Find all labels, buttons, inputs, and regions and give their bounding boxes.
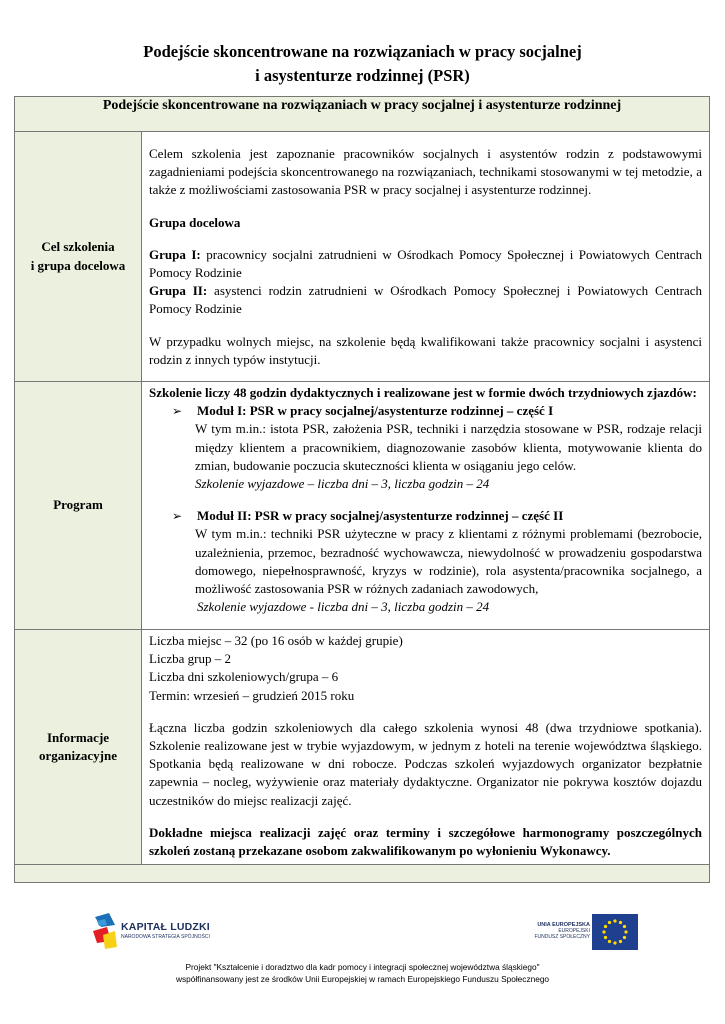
group1-text: pracownicy socjalni zatrudnieni w Ośrodkach Pomocy Społecznej i Powiatowych Centrach Pomocy Rodzinie: [149, 246, 703, 281]
module1-info: Szkolenie wyjazdowe – liczba dni – 3, liczba godzin – 24: [195, 476, 490, 492]
module2-title: Moduł II: PSR w pracy socjalnej/asystenturze rodzinnej – część II: [197, 508, 564, 524]
info-line2: Liczba grup – 2: [149, 651, 231, 667]
info-line1: Liczba miejsc – 32 (po 16 osób w każdej grupie): [149, 633, 403, 649]
label-program: Program: [15, 382, 142, 630]
eu-line3: FUNDUSZ SPOŁECZNY: [534, 934, 590, 941]
group2-text: asystenci rodzin zatrudnieni w Ośrodkach Pomocy Społecznej i Powiatowych Centrach Pomocy Rodzinie: [149, 283, 702, 317]
info-line4: Termin: wrzesień – grudzień 2015 roku: [149, 687, 355, 703]
group1-label: Grupa I:: [149, 246, 201, 262]
module2-info: Szkolenie wyjazdowe - liczba dni – 3, liczba godzin – 24: [197, 599, 490, 615]
module2-title-row: [149, 507, 702, 525]
kapital-ludzki-logo: [91, 911, 221, 951]
label-cel: [15, 132, 142, 382]
document-title: [0, 40, 725, 88]
module1-title: Moduł I: PSR w pracy socjalnej/asystenturze rodzinnej – część I: [197, 403, 554, 419]
kapital-ludzki-name: KAPITAŁ LUDZKI: [121, 921, 210, 933]
info-paragraph: Łączna liczba godzin szkoleniowych dla całego szkolenia wynosi 48 (dwa trzydniowe spotkania). Szkolenie realizowane jest w trybie wyjazdowym, w jednym z hoteli na terenie województwa śląskiego. Spotkania będą realizowane w dni robocze. Podczas szkoleń wyjazdowych organizator bezpłatnie zapewnia – nocleg, wyżywienie oraz materiały dydaktyczne. Organizator nie pokrywa kosztów dojazdu uczestników do miejsc realizacji zajęć.: [149, 719, 702, 808]
program-content: [142, 382, 710, 630]
row-info: [15, 630, 710, 865]
label-cel-line1: Cel szkolenia: [41, 239, 115, 255]
cel-content: [142, 132, 710, 382]
group2: [149, 282, 702, 318]
module1-title-row: [149, 402, 702, 420]
training-table: [14, 96, 710, 883]
eu-line1: UNIA EUROPEJSKA: [537, 922, 590, 928]
project-footer: [0, 962, 725, 985]
group-heading: Grupa docelowa: [149, 214, 241, 230]
kapital-ludzki-emblem-icon: [91, 911, 119, 951]
kapital-ludzki-subtitle: NARODOWA STRATEGIA SPÓJNOŚCI: [121, 934, 210, 940]
title-line-1: Podejście skoncentrowane na rozwiązaniach w pracy socjalnej: [143, 42, 582, 61]
table-footer-cell: [15, 865, 710, 883]
info-line3: Liczba dni szkoleniowych/grupa – 6: [149, 669, 339, 685]
table-footer-row: [15, 865, 710, 883]
title-line-2: i asystenturze rodzinnej (PSR): [255, 66, 470, 85]
program-intro: Szkolenie liczy 48 godzin dydaktycznych i realizowane jest w formie dwóch trzydniowych zjazdów:: [149, 385, 697, 401]
module1-text: W tym m.in.: istota PSR, założenia PSR, techniki i narzędzia stosowane w PSR, rodzaje relacji między klientem a pracownikiem, diagnozowanie zasobów klienta, motywowanie klienta do zmian, budowanie poczucia skuteczności klienta w osiąganiu jego celów.: [195, 421, 702, 473]
eu-stars-icon: [592, 914, 638, 950]
module2-text: W tym m.in.: techniki PSR użyteczne w pracy z klientami z różnymi problemami (bezrobocie, uzależnienia, przemoc, bezradność wychowawcza, niewydolność w prowadzeniu gospodarstwa domowego, niepełnosprawność, kryzys w rodzinie), rola asystenta/pracownika socjalnego, a możliwość zastosowania PSR w różnych zadaniach zawodowych,: [195, 526, 702, 597]
group2-label: Grupa II:: [149, 283, 208, 299]
group1: [149, 246, 702, 282]
label-info: [15, 630, 142, 865]
project-footer-line1: Projekt "Kształcenie i doradztwo dla kadr pomocy i integracji społecznej województwa śląskiego": [185, 962, 540, 972]
info-bold-note: Dokładne miejsca realizacji zajęć oraz terminy i szczegółowe harmonogramy poszczególnych szkoleń zostaną przekazane osobom zakwalifikowanym po wyłonieniu Wykonawcy.: [149, 824, 702, 859]
arrow-bullet-icon: ➢: [172, 509, 183, 524]
table-header-row: [15, 97, 710, 132]
cel-intro: Celem szkolenia jest zapoznanie pracowników socjalnych i asystentów rodzin z podstawowymi zagadnieniami podejścia skoncentrowanego na rozwiązaniach, technikami stosowanymi w tej metodzie, a także z możliwościami zastosowania PSR w pracy socjalnej i asystenturze rodzinnej.: [149, 146, 702, 198]
project-footer-line2: współfinansowany jest ze środków Unii Europejskiej w ramach Europejskiego Funduszu Społecznego: [175, 973, 550, 984]
info-content: [142, 630, 710, 865]
eu-flag-icon: [592, 914, 638, 950]
label-info-line1: Informacje: [46, 729, 110, 745]
label-cel-line2: i grupa docelowa: [30, 257, 126, 273]
label-info-line2: organizacyjne: [39, 748, 117, 764]
row-cel: [15, 132, 710, 382]
arrow-bullet-icon: ➢: [172, 404, 183, 419]
eu-logo: [520, 914, 638, 950]
row-program: [15, 382, 710, 630]
eu-line2: EUROPEJSKI: [558, 928, 590, 935]
eu-logo-text: [534, 922, 590, 941]
table-header: Podejście skoncentrowane na rozwiązaniach w pracy socjalnej i asystenturze rodzinnej: [15, 97, 710, 132]
cel-note: W przypadku wolnych miejsc, na szkolenie będą kwalifikowani także pracownicy socjalni i asystenci rodzin z innych typów instytucji.: [149, 333, 702, 367]
